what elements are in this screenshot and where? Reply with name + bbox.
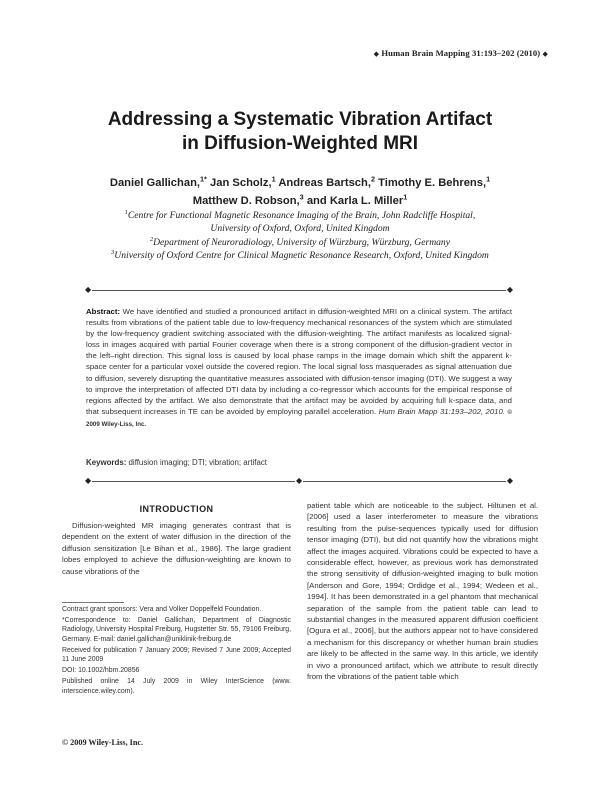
footnote-rule — [62, 602, 124, 603]
intro-paragraph-continued: patient table which are noticeable to the subject. Hiltunen et al. [2006] used a laser interferometer to measure the vibrations resulting from the pulse-sequences typically used for diffusion tensor imaging (DTI), but did not quantify how the vibrations might affect the images acquired. Vibrations could be expected to have a considerable effect, however, as previous work has demonstrated the strong sensitivity of diffusion-weighted imaging to bulk motion [Anderson and Gore, 1994; Ordidge et al., 1994; Wedeen et al., 1994]. It has been demonstrated in a gel phantom that mechanical separation of the sample from the patient table can lead to substantial changes in the measured apparent diffusion coefficient [Ogura et al., 2006], but the authors appear not to have considered a mechanism for this discrepancy or whether human brain studies are likely to be affected in the same way. In this article, we identify in vivo a pronounced artifact, which we attribute to result directly from the vibrations of the patient table which — [307, 501, 538, 682]
abstract-copyright: © 2009 Wiley-Liss, Inc. — [86, 408, 513, 428]
author-name: Karla L. Miller — [329, 195, 404, 207]
journal-citation: Human Brain Mapping 31:193–202 (2010) — [381, 48, 541, 58]
author-name: Jan Scholz, — [210, 177, 272, 189]
footnote-published: Published online 14 July 2009 in Wiley InterScience (www. interscience.wiley.com). — [62, 677, 291, 695]
affiliation-1 — [0, 209, 600, 222]
diamond-icon: ◆ — [296, 476, 303, 485]
author-affil-mark: 2 — [370, 174, 376, 184]
title-line-1: Addressing a Systematic Vibration Artifact — [107, 109, 493, 130]
paper-title — [0, 108, 600, 156]
affil-text: Department of Neuroradiology, University of Würzburg, Würzburg, Germany — [153, 236, 450, 248]
affiliation-3 — [0, 249, 600, 262]
abstract-label: Abstract: — [86, 307, 121, 316]
keywords-text: diffusion imaging; DTI; vibration; artifact — [128, 458, 267, 467]
diamond-icon: ◆ — [506, 476, 513, 485]
abstract — [86, 306, 512, 430]
author-name: Matthew D. Robson, — [192, 195, 300, 207]
author-affil-mark: 1 — [403, 192, 408, 202]
affil-number: 2 — [150, 235, 154, 243]
footnote-received: Received for publication 7 January 2009; Revised 7 June 2009; Accepted 11 June 2009 — [62, 646, 291, 664]
author-name: Timothy E. Behrens, — [378, 177, 487, 189]
affil-text: Centre for Functional Magnetic Resonance Imaging of the Brain, John Radcliffe Hospital, — [127, 210, 476, 221]
section-heading-introduction: INTRODUCTION — [139, 504, 214, 514]
author-affil-mark: 3 — [299, 192, 304, 202]
author-name: Daniel Gallichan, — [109, 177, 201, 189]
title-line-2: in Diffusion-Weighted MRI — [181, 133, 419, 154]
diamond-icon: ◆ — [373, 50, 380, 58]
affiliation-2 — [0, 236, 600, 249]
affil-text: University of Oxford Centre for Clinical Magnetic Resonance Research, Oxford, United Kingdom — [114, 250, 489, 262]
diamond-icon: ◆ — [506, 285, 513, 294]
footnote-grant: Contract grant sponsors: Vera and Volker Doppelfeld Foundation. — [62, 606, 262, 613]
abstract-text: We have identified and studied a pronounced artifact in diffusion-weighted MRI on a clinical system. The artifact results from vibrations of the patient table due to low-frequency mechanical resonances of the system which are stimulated by the low-frequency gradient switching associated with the diffusion-weighting. The artifact manifests as localized signal-loss in images acquired with partial Fourier coverage when there is a strong component of the diffusion-gradient vector in the left–right direction. This signal loss is caused by local phase ramps in the image domain which shift the apparent k-space center for a particular voxel outside the covered region. The local signal loss masquerades as signal attenuation due to diffusion, severely disrupting the quantitative measures associated with diffusion-tensor imaging (DTI). We suggest a way to improve the interpretation of affected DTI data by including a co-regressor which accounts for the empirical response of regions affected by the artifact. We also demonstrate that the artifact may be avoided by acquiring full k-space data, and that subsequent increases in TE can be avoided by employing parallel acceleration. — [86, 307, 512, 416]
divider-bottom-ornaments — [85, 476, 513, 491]
author-line-1 — [0, 174, 600, 192]
author-conjunction: and — [306, 195, 327, 207]
abstract-citation: Hum Brain Mapp 31:193–202, 2010. — [378, 406, 505, 416]
page-copyright: © 2009 Wiley-Liss, Inc. — [62, 738, 144, 747]
diamond-icon: ◆ — [85, 476, 92, 485]
affil-number: 1 — [124, 208, 128, 216]
diamond-icon: ◆ — [542, 50, 548, 58]
author-name: Andreas Bartsch, — [278, 177, 371, 189]
affiliation-1b: University of Oxford, Oxford, United Kingdom — [210, 223, 390, 235]
author-affil-mark: 1 — [271, 174, 276, 184]
intro-right-column — [307, 500, 538, 683]
intro-left-column — [62, 520, 291, 577]
diamond-icon: ◆ — [85, 285, 92, 294]
footnote-doi: DOI: 10.1002/hbm.20856 — [62, 667, 140, 675]
footnotes — [62, 605, 291, 697]
keywords — [86, 458, 267, 467]
author-affil-mark: 1* — [200, 174, 207, 184]
affiliations — [0, 209, 600, 263]
author-list — [0, 174, 600, 210]
affil-number: 3 — [111, 249, 115, 257]
author-line-2 — [0, 192, 600, 210]
divider-top-ornaments — [85, 285, 513, 300]
author-affil-mark: 1 — [486, 174, 491, 184]
footnote-correspondence: *Correspondence to: Daniel Gallichan, Department of Diagnostic Radiology, University Hospital Freiburg, Hugstetter Str. 55, 79106 Freiburg, Germany. E-mail: daniel.gallichan@uniklinik-freiburg.de — [62, 616, 291, 643]
keywords-label: Keywords: — [86, 458, 127, 467]
running-head — [374, 48, 548, 58]
intro-paragraph: Diffusion-weighted MR imaging generates contrast that is dependent on the extent of water diffusion in the direction of the diffusion sensitization [Le Bihan et al., 1986]. The large gradient lobes employed to achieve the diffusion-weighting are known to cause vibrations of the — [62, 521, 291, 576]
